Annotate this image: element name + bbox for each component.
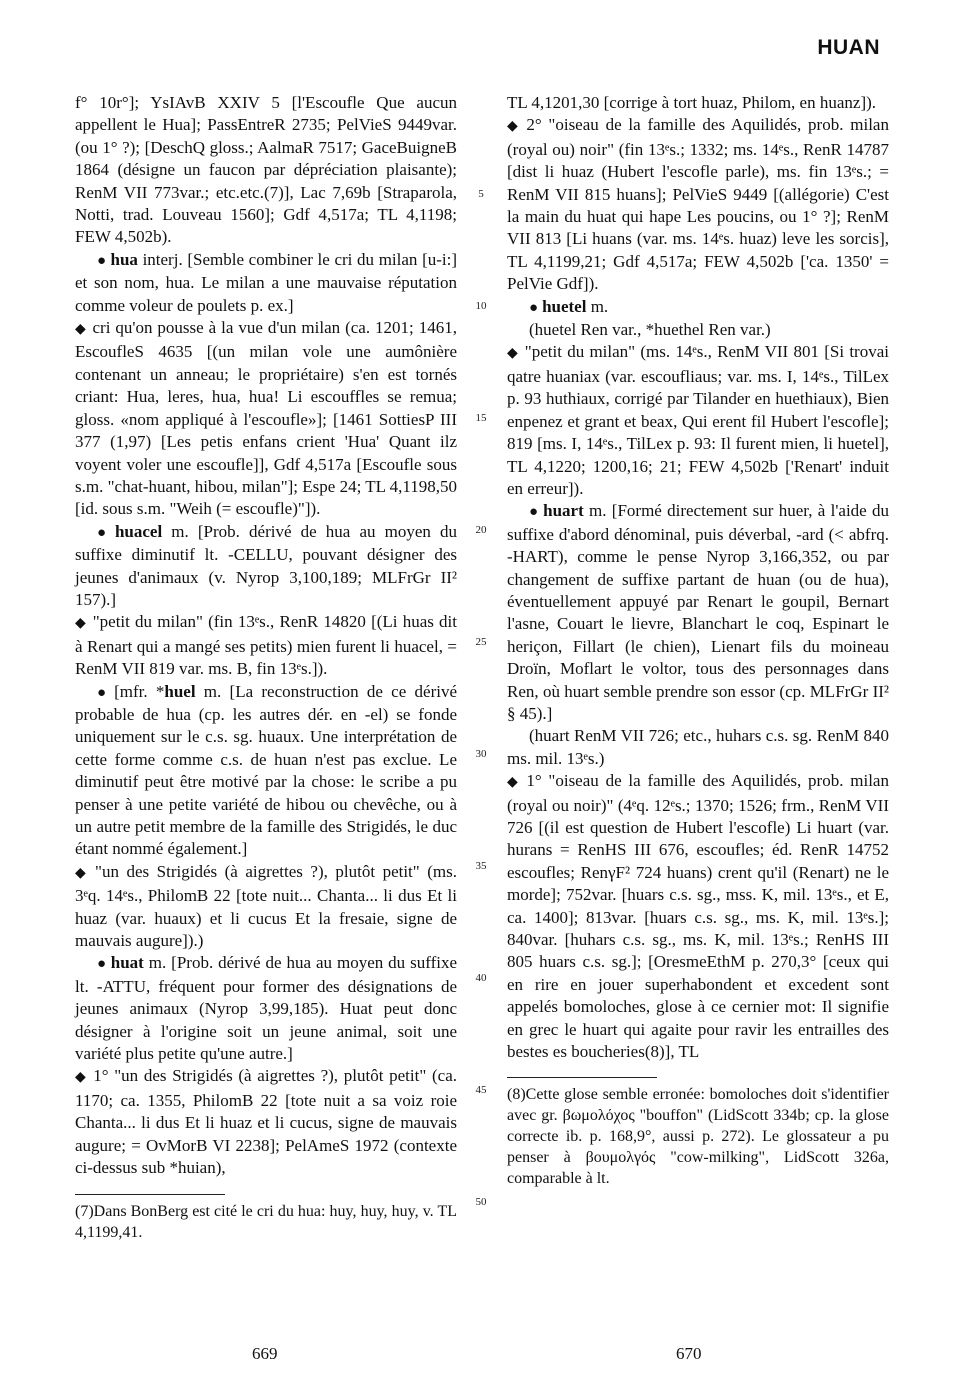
sense-hua-text: cri qu'on pousse à la vue d'un milan (ca. 1201; 1461, EscoufleS 4635 [(un milan vole une aumônière contenant un anneau; le propriétaire) s'en est tornés criant: Hua, leres, hua, hua! Li escouffles se remua; gloss. «nom appliqué à l'escoufle»]; [1461 SottiesP III 377 (1,97) [Les petis enfans crient 'Hua' Quant ilz voyent voler une escoufle]], Gdf 4,517a [Escoufle sous s.m. "chat-huant, hibou, milan"]; Espe 24; TL 4,1198,50 [id. sous s.m. "Weih (= escoufle)"]). — [75, 318, 458, 519]
footnote-rule — [507, 1077, 657, 1078]
line-number: 15 — [475, 412, 487, 424]
left-column — [75, 92, 457, 1243]
entry-huat — [75, 952, 457, 1065]
entry-huart-body: m. [Formé directement sur huer, à l'aide du suffixe d'abord dénominal, puis déverbal, -ard (< abfrq. -HART), comme le pense Nyrop 3,166,352, ou par changement de suffixe partant de huan (ou de hua), éventuellement appuyé par Renart le goupil, Bernart l'asne, Couart le lievre, Blanchart le coq, Espinart le heriçon, Fillart (le chien), Lienart fils du moineau Droïn, Moflart le voltor, tous des personnages dans Ren, où huart semble prendre son essor (cp. MLFrGr II² § 45).] — [507, 501, 890, 723]
line-number: 10 — [475, 300, 487, 312]
entry-huel-body: m. [La reconstruction de ce dérivé probable de hua (cp. les autres dér. en -el) se fonde uniquement sur le c.s. sg. huaux. Une interprétation de cette forme comme c.s. de huan n'est pas exclue. Le diminutif peut être motivé par la chose: le scribe a pu penser à une petite variété de hibou ou chevêche, ou à un autre petit membre de la famille des Strigidés, le duc étant nommé également.] — [75, 681, 458, 859]
entry-hua-body: interj. [Semble combiner le cri du milan [u-i:] et son nom, hua. Le milan a une mauvaise réputation comme voleur de poulets p. ex.] — [75, 249, 458, 315]
entry-huel-prefix: [mfr. * — [114, 681, 165, 701]
running-head: HUAN — [817, 36, 880, 59]
line-number: 35 — [475, 860, 487, 872]
headword-huel: huel — [164, 681, 196, 701]
line-number: 5 — [478, 188, 484, 200]
entry-huetel — [507, 296, 889, 319]
headword-huetel: huetel — [542, 296, 587, 316]
sense-huel — [75, 861, 457, 953]
sense-huacel-text: "petit du milan" (fin 13ᵉs., RenR 14820 [(Li huas dit à Renart qui a mangé ses petits) mien furent li huacel, = RenM VII 819 var. ms. B, fin 13ᵉs.]). — [75, 612, 457, 679]
sense-huat-2-text: 2° "oiseau de la famille des Aquilidés, prob. milan (royal ou) noir" (fin 13ᵉs.; 1332; ms. 14ᵉs., RenR 14787 [dist li huaz (Hubert l'escofle parle), ms. fin 13ᵉs.; = RenM VII 815 huans]; PelVieS 9449 [(allégorie) C'est la main du huat qui hape Les poucins, ou 1° ?]; RenM VII 813 [Li huans (var. ms. 14ᵉs. huaz) leve les sorcis], TL 4,1199,21; Gdf 4,517a; FEW 4,502b ['ca. 1350' = PelVie Gdf]). — [507, 115, 889, 294]
headword-huart: huart — [543, 501, 584, 521]
sense-huetel — [507, 341, 889, 500]
line-number: 50 — [475, 1196, 487, 1208]
sense-huat-1-text: 1° "un des Strigidés (à aigrettes ?), plutôt petit" (ca. 1170; ca. 1355, PhilomB 22 [tote nuit a sa voiz roie Chanta... li dus Et li huaz et li cucus, signe de mauvais augure; = OvMorB VI 2238]; PelAmeS 1972 (contexte ci-dessus sub *huian), — [75, 1066, 457, 1178]
sense-diamond-icon: ◆ — [507, 119, 521, 135]
entry-huacel — [75, 521, 457, 612]
page-number-right: 670 — [676, 1344, 702, 1363]
sense-diamond-icon: ◆ — [75, 1070, 88, 1086]
page-number-left: 669 — [252, 1344, 278, 1363]
footnote-7: (7)Dans BonBerg est cité le cri du hua: huy, huy, huy, v. TL 4,1199,41. — [75, 1202, 457, 1241]
footnote-rule — [75, 1194, 225, 1195]
entry-huel — [75, 681, 457, 861]
entry-continuation: TL 4,1201,30 [corrige à tort huaz, Philom, en huanz]). — [507, 93, 877, 112]
sense-huel-text: "un des Strigidés (à aigrettes ?), plutôt petit" (ms. 3ᵉq. 14ᵉs., PhilomB 22 [tote nuit... Chanta... li dus Et li huaz (var. huaux) et li cucus Et la fresaie, signe de mauvais augure]).) — [75, 861, 457, 951]
entry-hua — [75, 249, 457, 317]
entry-huart — [507, 500, 889, 725]
line-number: 45 — [475, 1084, 487, 1096]
right-column — [507, 92, 889, 1189]
entry-huetel-body: m. — [586, 296, 609, 316]
entry-bullet-icon: ● — [529, 299, 539, 316]
line-number: 20 — [475, 524, 487, 536]
entry-bullet-icon: ● — [97, 252, 107, 269]
variants-huart: (huart RenM VII 726; etc., huhars c.s. sg. RenM 840 ms. mil. 13ᵉs.) — [507, 726, 889, 768]
sense-diamond-icon: ◆ — [507, 775, 521, 791]
sense-huart-1-text: 1° "oiseau de la famille des Aquilidés, prob. milan (royal ou noir)" (4ᵉq. 12ᵉs.; 1370; 1526; frm., RenM VII 726 [(il est question de Hubert l'escofle) Li huart (var. hurans = RenHS III 676, escoufles; éd. RenR 14752 escoufles; RenγF² 724 huans) crent qu'il (Renart) ne le morde]; 752var. [huars c.s. sg., mss. K, mil. 13ᵉs., et E, ca. 1400]; 813var. [huars c.s. sg., ms. K, mil. 13ᵉs.]; 840var. [huhars c.s. sg., ms. K, mil. 13ᵉs.; RenHS III 805 huars c.s. sg.]; [OresmeEthM p. 270,3° [ceux qui en rire en jouer superhabondent et excedent sont appelés bomoloches, glose à ce cernier mot: Il signifie en grec le huart qui agaite pour ravir les entrailles des bestes es boucheries(8)], TL — [507, 771, 889, 1062]
headword-hua: hua — [110, 249, 138, 269]
headword-huat: huat — [110, 953, 144, 973]
sense-huetel-text: "petit du milan" (ms. 14ᵉs., RenM VII 801 [Si trovai qatre huaniax (var. escoufliaus; var. ms. I, 14ᵉs., TilLex p. 93 huthiaux, corrigé par Tilander en huethiaux), Bien enpenez et grant et beax, Qui erent fil Hubert l'escofle]; 819 [ms. I, 14ᵉs., TilLex p. 93: Il furent mien, li huetel], TL 4,1220; 1200,16; 21; FEW 4,502b ['Renart' induit en erreur]). — [507, 342, 889, 498]
sense-huat-2 — [507, 114, 889, 295]
entry-continuation: f° 10r°]; YsIAvB XXIV 5 [l'Escoufle Que aucun appellent le Hua]; PassEntreR 2735; PelVieS 9449var. (ou 1° ?); [DeschQ gloss.; AalmaR 7517; GaceBuigneB 1864 (désigne un faucon par dépréciation plaisante); RenM VII 773var.; etc.etc.(7)], Lac 7,69b [Straparola, Notti, trad. Louveau 1560]; Gdf 4,517a; TL 4,1198; FEW 4,502b). — [75, 93, 457, 247]
entry-huat-body: m. [Prob. dérivé de hua au moyen du suffixe lt. -ATTU, fréquent pour former des désignations de jeunes animaux (Nyrop 3,99,185). Huat peut donc désigner à l'origine soit un jeune animal, soit une variété plus petite qu'une autre.] — [75, 953, 458, 1064]
headword-huacel: huacel — [114, 521, 163, 541]
footnote-8: (8)Cette glose semble erronée: bomoloches doit s'identifier avec gr. βωμολόχος "bouffon" (LidScott 334b; cp. la glose correcte ib. p. 168,9°, aussi p. 272). Le glossateur a pu penser à βουμολγός "cow-milking", LidScott 326a, comparable à lt. — [507, 1086, 889, 1188]
line-number: 30 — [475, 748, 487, 760]
sense-diamond-icon: ◆ — [75, 322, 87, 338]
sense-huat-1 — [75, 1065, 457, 1179]
entry-bullet-icon: ● — [97, 956, 107, 973]
sense-hua — [75, 317, 457, 521]
line-number: 25 — [475, 636, 487, 648]
entry-bullet-icon: ● — [97, 684, 111, 701]
sense-diamond-icon: ◆ — [75, 865, 90, 881]
entry-huacel-body: m. [Prob. dérivé de hua au moyen du suffixe diminutif lt. -CELLU, pouvant désigner des jeunes d'animaux (v. Nyrop 3,100,189; MLFrGr II² 157).] — [75, 521, 457, 609]
entry-bullet-icon: ● — [97, 524, 111, 541]
variants-huetel: (huetel Ren var., *huethel Ren var.) — [529, 320, 771, 340]
sense-huacel — [75, 611, 457, 680]
sense-huart-1 — [507, 770, 889, 1063]
entry-bullet-icon: ● — [529, 504, 540, 521]
line-number: 40 — [475, 972, 487, 984]
sense-diamond-icon: ◆ — [507, 346, 519, 362]
sense-diamond-icon: ◆ — [75, 616, 87, 632]
